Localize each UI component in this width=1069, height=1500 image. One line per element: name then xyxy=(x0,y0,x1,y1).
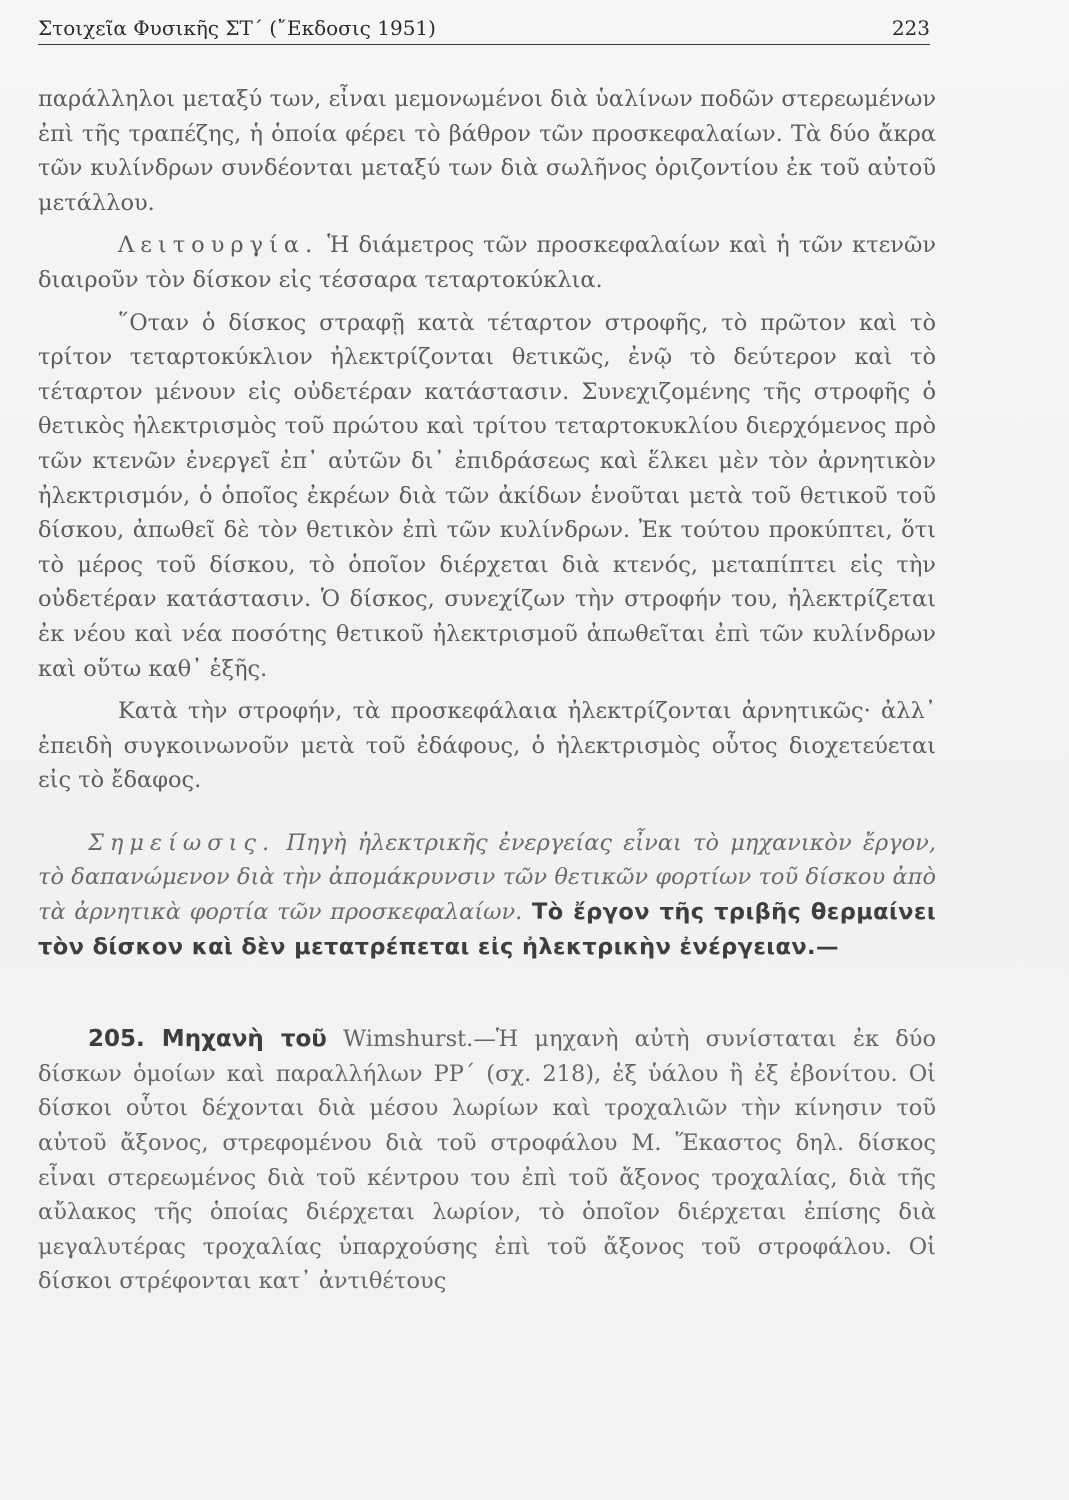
section-205 xyxy=(38,1022,936,1299)
note-italic-text: Πηγὴ ἠλεκτρικῆς ἐνεργείας εἶναι τὸ μηχανικὸν ἔργον, τὸ δαπανώμενον διὰ τὴν ἀπομάκρυνσιν τῶν θετικῶν φορτίων τοῦ δίσκου ἀπὸ τὰ ἀρνητικὰ φορτία τῶν προσκεφαλαίων. xyxy=(38,829,936,926)
paragraph-2 xyxy=(38,228,936,297)
note-label: Σημείωσις. xyxy=(88,829,276,856)
section-205-heading: 205. Μηχανὴ τοῦ xyxy=(88,1026,327,1053)
paragraph-2-lead: Λειτουργία. xyxy=(118,232,319,259)
paragraph-1-text: παράλληλοι μεταξύ των, εἶναι μεμονωμένοι διὰ ὑαλίνων ποδῶν στερεωμένων ἐπὶ τῆς τραπέζης, ἡ ὁποία φέρει τὸ βάθρον τῶν προσκεφαλαίων. Τὰ δύο ἄκρα τῶν κυλίνδρων συνδέονται μεταξύ των διὰ σωλῆνος ὁριζοντίου ἐκ τοῦ αὐτοῦ μετάλλου. xyxy=(38,86,936,216)
paragraph-3-text: ῞Οταν ὁ δίσκος στραφῇ κατὰ τέταρτον στροφῆς, τὸ πρῶτον καὶ τὸ τρίτον τεταρτοκύκλιον ἠλεκτρίζονται θετικῶς, ἐνῷ τὸ δεύτερον καὶ τὸ τέταρτον μένουν εἰς οὐδετέραν κατάστασιν. Συνεχιζομένης τῆς στροφῆς ὁ θετικὸς ἠλεκτρισμὸς τοῦ πρώτου καὶ τρίτου τεταρτοκυκλίου διερχόμενος πρὸ τῶν κτενῶν ἐνεργεῖ ἐπ᾽ αὐτῶν δι᾽ ἐπιδράσεως καὶ ἕλκει μὲν τὸν ἀρνητικὸν ἠλεκτρισμόν, ὁ ὁποῖος ἐκρέων διὰ τῶν ἀκίδων ἑνοῦται μετὰ τοῦ θετικοῦ τοῦ δίσκου, ἀπωθεῖ δὲ τὸν θετικὸν ἐπὶ τῶν κυλίνδρων. Ἐκ τούτου προκύπτει, ὅτι τὸ μέρος τοῦ δίσκου, τὸ ὁποῖον διέρχεται διὰ κτενός, μεταπίπτει εἰς τὴν οὐδετέραν κατάστασιν. Ὁ δίσκος, συνεχίζων τὴν στροφήν του, ἠλεκτρίζεται ἐκ νέου καὶ νέα ποσότης θετικοῦ ἠλεκτρισμοῦ ἀπωθεῖται ἐπὶ τῶν κυλίνδρων καὶ οὕτω καθ᾽ ἑξῆς. xyxy=(38,309,936,682)
paragraph-2-text: Ἡ διάμετρος τῶν προσκεφαλαίων καὶ ἡ τῶν κτενῶν διαιροῦν τὸν δίσκον εἰς τέσσαρα τεταρτοκύκλια. xyxy=(38,232,936,293)
paragraph-3 xyxy=(38,306,936,687)
body-text xyxy=(38,82,936,1322)
paragraph-4-text: Κατὰ τὴν στροφήν, τὰ προσκεφάλαια ἠλεκτρίζονται ἀρνητικῶς· ἀλλ᾽ ἐπειδὴ συγκοινωνοῦν μετὰ τοῦ ἐδάφους, ὁ ἠλεκτρισμὸς οὗτος διοχετεύεται εἰς τὸ ἔδαφος. xyxy=(38,698,936,794)
running-header xyxy=(38,14,930,45)
note-paragraph xyxy=(38,826,936,964)
page-number: 223 xyxy=(891,16,930,40)
paragraph-4 xyxy=(38,694,936,798)
section-205-text: Wimshurst.—Ἡ μηχανὴ αὐτὴ συνίσταται ἐκ δύο δίσκων ὁμοίων καὶ παραλλήλων ΡΡ´ (σχ. 218), ἐξ ὑάλου ἢ ἐξ ἐβονίτου. Οἱ δίσκοι οὗτοι δέχονται διὰ μέσου λωρίων καὶ τροχαλιῶν τὴν κίνησιν τοῦ αὐτοῦ ἄξονος, στρεφομένου διὰ τοῦ στροφάλου Μ. Ἕκαστος δηλ. δίσκος εἶναι στερεωμένος διὰ τοῦ κέντρου του ἐπὶ τοῦ ἄξονος τροχαλίας, διὰ τῆς αὔλακος τῆς ὁποίας διέρχεται λωρίον, τὸ ὁποῖον διέρχεται ἐπίσης διὰ μεγαλυτέρας τροχαλίας ὑπαρχούσης ἐπὶ τοῦ ἄξονος τοῦ στροφάλου. Οἱ δίσκοι στρέφονται κατ᾽ ἀντιθέτους xyxy=(38,1026,936,1295)
note-bold-text: Τὸ ἔργον τῆς τριβῆς θερμαίνει τὸν δίσκον καὶ δὲν μετατρέπεται εἰς ἠλεκτρικὴν ἐνέργειαν.— xyxy=(38,899,937,960)
paragraph-1 xyxy=(38,82,936,220)
running-title: Στοιχεῖα Φυσικῆς ΣΤ´ (῎Εκδοσις 1951) xyxy=(38,16,436,40)
